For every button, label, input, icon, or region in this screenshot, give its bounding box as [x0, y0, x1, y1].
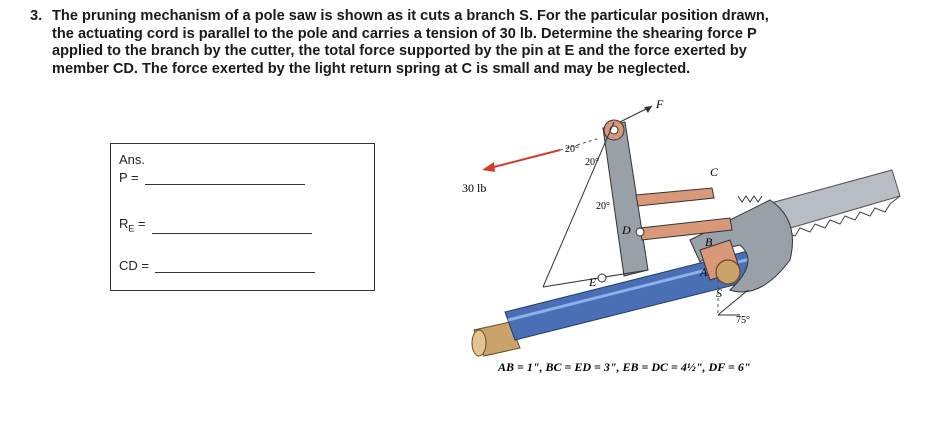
- angle-75-ray: [718, 290, 748, 315]
- problem-line-2: the actuating cord is parallel to the pole and carries a tension of 30 lb. Determine the shearing force P: [52, 25, 757, 42]
- label-point-e: E: [589, 275, 597, 289]
- pin-d: [636, 228, 644, 236]
- label-angle-top-1: 20°: [565, 144, 579, 155]
- pole-end: [472, 330, 486, 356]
- answer-re-label: $R_E$ =: [119, 216, 146, 234]
- label-point-b: B: [705, 235, 713, 249]
- link-top: [636, 188, 714, 206]
- pulley-f-pin: [610, 126, 618, 134]
- label-point-s: S: [716, 286, 722, 300]
- label-f: F: [656, 97, 664, 111]
- problem-line-4: member CD. The force exerted by the light return spring at C is small and may be neglected.: [52, 60, 691, 77]
- spring-c: [738, 196, 762, 202]
- answer-cd-label: CD =: [119, 258, 149, 273]
- problem-line-3: applied to the branch by the cutter, the total force supported by the pin at E and the force exerted by: [52, 43, 747, 59]
- label-angle-bottom: 75°: [736, 315, 750, 326]
- label-angle-top-2: 20°: [585, 157, 599, 168]
- pin-e: [598, 274, 606, 282]
- label-point-a: A: [700, 265, 708, 279]
- branch-s: [716, 260, 740, 284]
- dimension-caption: AB = 1", BC = ED = 3", EB = DC = 4½", DF = 6": [498, 360, 751, 374]
- label-angle-mid: 20°: [596, 201, 610, 212]
- label-30lb: 30 lb: [462, 181, 487, 195]
- tension-arrowhead: [482, 162, 495, 172]
- answer-heading: Ans.: [119, 152, 146, 167]
- problem-line-1: The pruning mechanism of a pole saw is shown as it cuts a branch S. For the particular position drawn,: [52, 8, 769, 24]
- problem-number: 3.: [30, 8, 43, 24]
- label-point-c: C: [710, 165, 719, 179]
- answer-p-label: P =: [119, 170, 139, 185]
- tension-arrow: [490, 150, 560, 168]
- label-point-d: D: [622, 223, 631, 237]
